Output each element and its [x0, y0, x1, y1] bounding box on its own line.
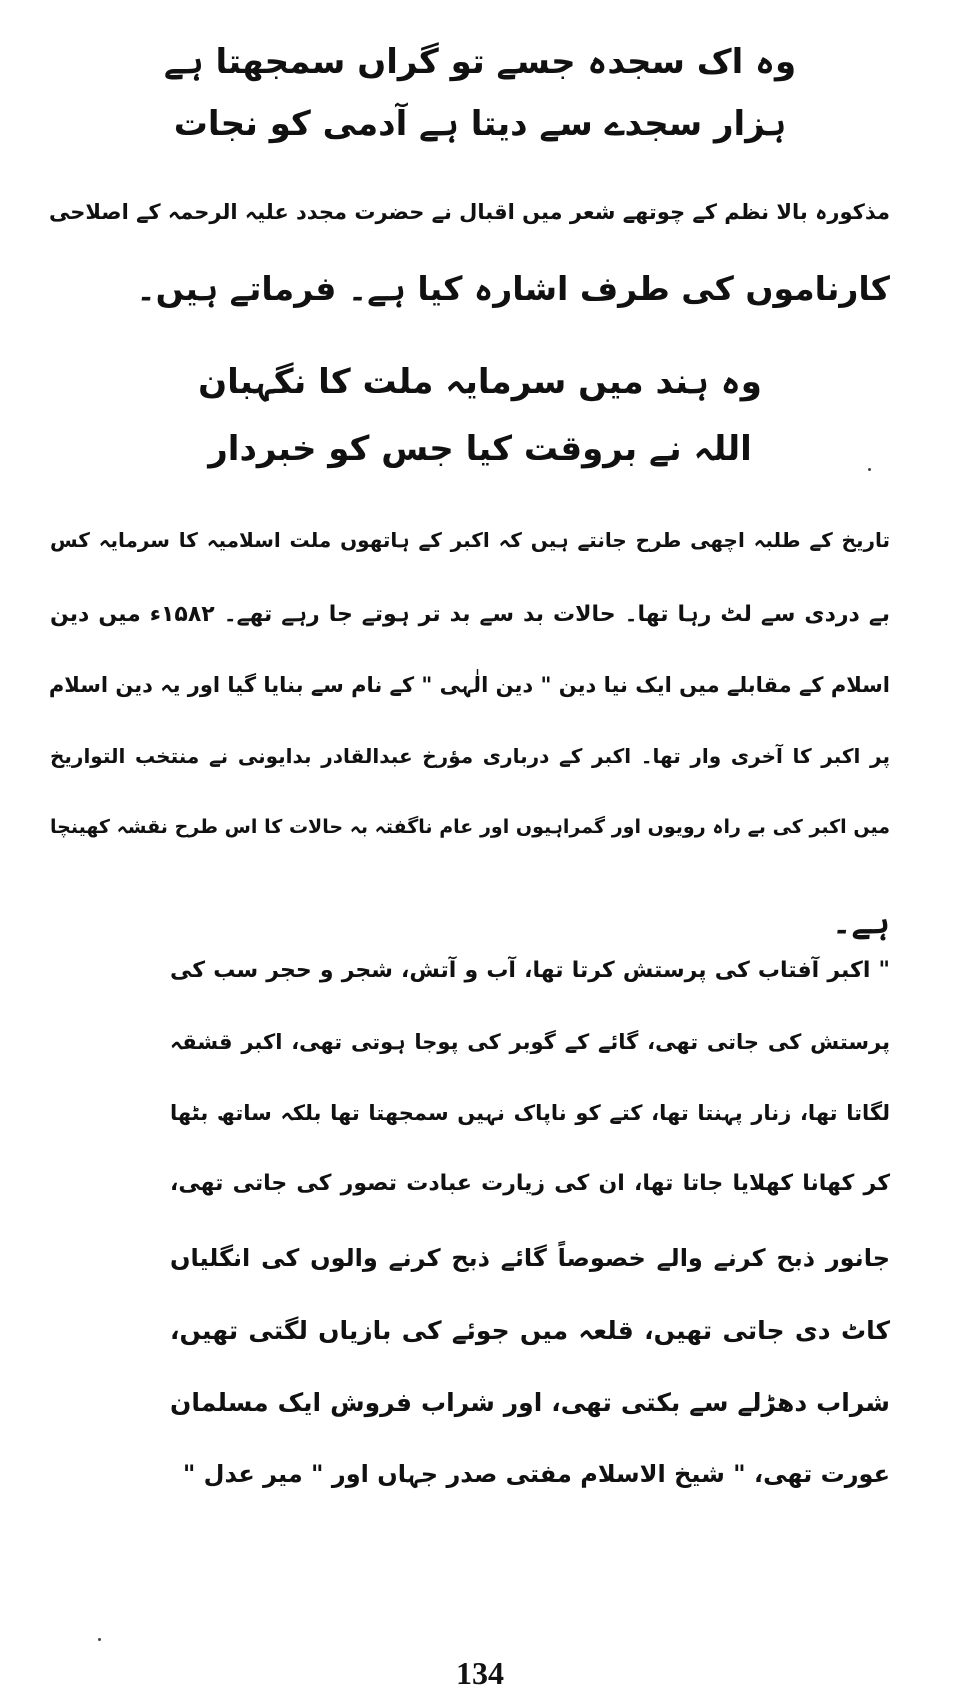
- verse-line: ہزار سجدے سے دیتا ہے آدمی کو نجات: [173, 104, 787, 144]
- paragraph-line: پر اکبر کا آخری وار تھا۔ اکبر کے درباری مؤرخ عبدالقادر بدایونی نے منتخب التواریخ: [50, 744, 890, 768]
- paragraph-line: تاریخ کے طلبہ اچھی طرح جانتے ہیں کہ اکبر کے ہاتھوں ملت اسلامیہ کا سرمایہ کس: [50, 528, 890, 552]
- verse-line: اللہ نے بروقت کیا جس کو خبردار: [208, 429, 752, 469]
- quotation-line: لگاتا تھا، زنار پہنتا تھا، کتے کو ناپاک نہیں سمجھتا تھا بلکہ ساتھ بٹھا: [170, 1101, 890, 1125]
- verse-line: وہ اک سجدہ جسے تو گراں سمجھتا ہے: [163, 42, 797, 82]
- paragraph-line: کارناموں کی طرف اشارہ کیا ہے۔ فرماتے ہیں۔: [136, 269, 890, 308]
- quotation-line: جانور ذبح کرنے والے خصوصاً گائے ذبح کرنے والوں کی انگلیاں: [170, 1244, 890, 1272]
- quotation-line: عورت تھی، " شیخ الاسلام مفتی صدر جہاں اور " میر عدل ": [182, 1460, 890, 1488]
- quotation-line: کاٹ دی جاتی تھیں، قلعہ میں جوئے کی بازیاں لگتی تھیں،: [170, 1316, 890, 1345]
- scan-speck: [98, 1638, 101, 1641]
- scan-speck: [868, 468, 871, 471]
- quotation-line: شراب دھڑلے سے بکتی تھی، اور شراب فروش ایک مسلمان: [170, 1388, 890, 1417]
- page-number: 134: [456, 1655, 504, 1691]
- paragraph-line: ہے۔: [831, 902, 890, 941]
- paragraph-line: میں اکبر کی بے راہ رویوں اور گمراہیوں اور عام ناگفتہ بہ حالات کا اس طرح نقشہ کھینچا: [50, 816, 890, 838]
- quotation-line: " اکبر آفتاب کی پرستش کرتا تھا، آب و آتش، شجر و حجر سب کی: [170, 958, 890, 983]
- paragraph-line: اسلام کے مقابلے میں ایک نیا دین " دین الٰہی " کے نام سے بنایا گیا اور یہ دین اسلام: [48, 673, 890, 697]
- paragraph-line: بے دردی سے لٹ رہا تھا۔ حالات بد سے بد تر ہوتے جا رہے تھے۔ ۱۵۸۲ء میں دین: [50, 602, 890, 627]
- verse-line: وہ ہند میں سرمایہ ملت کا نگہبان: [198, 362, 762, 402]
- quotation-line: کر کھانا کھلایا جاتا تھا، ان کی زیارت عبادت تصور کی جاتی تھی،: [170, 1171, 890, 1196]
- quotation-line: پرستش کی جاتی تھی، گائے کے گوبر کی پوجا ہوتی تھی، اکبر قشقہ: [170, 1030, 890, 1054]
- paragraph-line: مذکورہ بالا نظم کے چوتھے شعر میں اقبال نے حضرت مجدد علیہ الرحمہ کے اصلاحی: [48, 200, 890, 224]
